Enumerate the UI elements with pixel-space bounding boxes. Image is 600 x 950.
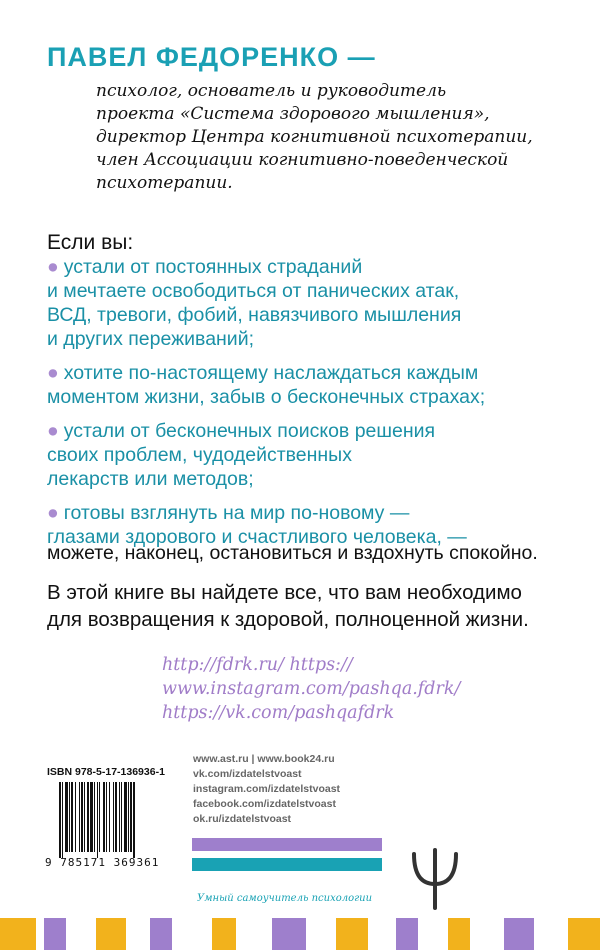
bullet-icon: ● — [47, 256, 59, 278]
band-gap — [418, 918, 448, 950]
bio-line: проекта «Система здорового мышления», — [96, 104, 490, 124]
band-purple — [150, 918, 172, 950]
band-gap — [36, 918, 44, 950]
publisher-link[interactable]: ok.ru/izdatelstvoast — [193, 813, 292, 825]
bio-line: директор Центра когнитивной психотерапии, — [96, 127, 533, 147]
band-gap — [306, 918, 336, 950]
item-line: устали от бесконечных поисков решения — [63, 420, 436, 442]
summary-line: для возвращения к здоровой, полноценной жизни. — [47, 608, 529, 631]
purple-stripe — [192, 838, 382, 851]
band-yellow — [0, 918, 36, 950]
band-yellow — [448, 918, 470, 950]
author-name: ПАВЕЛ ФЕДОРЕНКО — — [47, 42, 376, 72]
barcode — [58, 782, 166, 862]
band-gap — [236, 918, 272, 950]
band-purple — [272, 918, 306, 950]
item-line: глазами здорового и счастливого человека, — — [47, 526, 467, 548]
summary — [47, 579, 529, 633]
publisher-link[interactable]: vk.com/izdatelstvoast — [193, 768, 302, 780]
band-yellow — [212, 918, 236, 950]
band-gap — [470, 918, 504, 950]
band-yellow — [96, 918, 126, 950]
item-line: хотите по-настоящему наслаждаться каждым — [63, 362, 479, 384]
item-line: своих проблем, чудодейственных — [47, 444, 352, 466]
series-title: Умный самоучитель психологии — [197, 893, 373, 904]
band-gap — [172, 918, 212, 950]
publisher-link[interactable]: facebook.com/izdatelstvoast — [193, 798, 336, 810]
barcode-digits: 9 785171 369361 — [45, 856, 160, 869]
teal-stripe — [192, 858, 382, 871]
bio-line: психотерапии. — [96, 173, 233, 193]
item-line: ВСД, тревоги, фобий, навязчивого мышления — [47, 304, 462, 326]
link[interactable]: https://vk.com/pashqafdrk — [162, 703, 395, 723]
band-yellow — [336, 918, 368, 950]
band-gap — [66, 918, 96, 950]
bullet-icon: ● — [47, 420, 59, 442]
bullet-icon: ● — [47, 502, 59, 524]
closing-line: можете, наконец, остановиться и вздохнуть спокойно. — [47, 542, 538, 564]
item-line: моментом жизни, забыв о бесконечных страхах; — [47, 386, 486, 408]
item-line: готовы взглянуть на мир по-новому — — [63, 502, 410, 524]
list-item — [47, 361, 567, 409]
item-line: и мечтаете освободиться от панических атак, — [47, 280, 460, 302]
bio-line: член Ассоциации когнитивно-поведенческой — [96, 150, 509, 170]
publisher-link[interactable]: www.ast.ru — [193, 753, 249, 765]
bullet-icon: ● — [47, 362, 59, 384]
bio-line: психолог, основатель и руководитель — [96, 81, 447, 101]
item-line: и других переживаний; — [47, 328, 255, 350]
isbn: ISBN 978-5-17-136936-1 — [47, 766, 165, 778]
intro-heading: Если вы: — [47, 231, 134, 254]
item-line: устали от постоянных страданий — [63, 256, 363, 278]
benefit-list — [47, 255, 567, 559]
band-gap — [534, 918, 568, 950]
item-line: лекарств или методов; — [47, 468, 254, 490]
publisher-info: www.ast.ru | www.book24.ru vk.com/izdatelstvoast instagram.com/izdatelstvoast facebook.com/izdatelstvoast ok.ru/izdatelstvoast — [193, 753, 341, 825]
author-links — [162, 653, 460, 725]
summary-line: В этой книге вы найдете все, что вам необходимо — [47, 581, 522, 604]
list-item — [47, 419, 567, 491]
psi-logo-icon — [410, 848, 460, 910]
publisher-link[interactable]: instagram.com/izdatelstvoast — [193, 783, 341, 795]
band-purple — [44, 918, 66, 950]
list-item — [47, 255, 567, 351]
band-purple — [396, 918, 418, 950]
band-gap — [368, 918, 396, 950]
link[interactable]: www.instagram.com/pashqa.fdrk/ — [162, 679, 461, 699]
link[interactable]: http://fdrk.ru/ https:// — [162, 655, 353, 675]
bottom-color-band — [0, 918, 600, 950]
band-yellow — [568, 918, 600, 950]
author-bio — [96, 80, 586, 195]
band-gap — [126, 918, 150, 950]
band-purple — [504, 918, 534, 950]
publisher-link[interactable]: www.book24.ru — [257, 753, 335, 765]
